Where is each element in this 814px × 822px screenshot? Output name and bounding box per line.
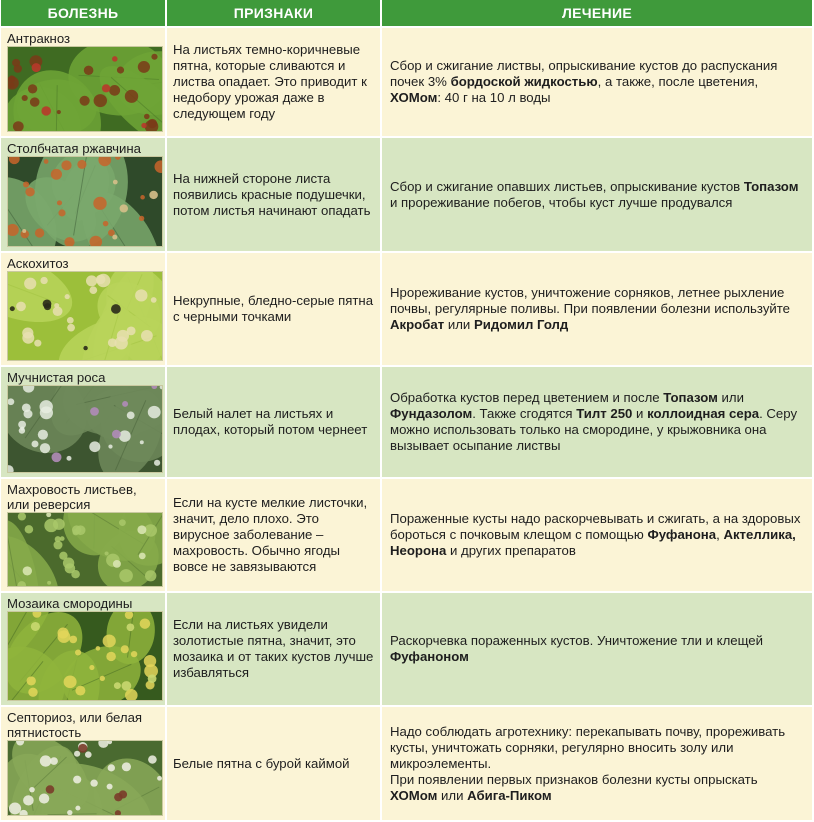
disease-cell: [1, 138, 165, 251]
signs-text: Белый налет на листьях и плодах, который потом чернеет: [173, 406, 368, 437]
signs-cell: [167, 138, 380, 251]
treatment-drug-name: Ридомил Голд: [473, 317, 569, 332]
treatment-paragraph: [390, 58, 806, 106]
treatment-drug-name: Абига-Пиком: [467, 787, 552, 803]
treatment-text: Сбор и сжигание листвы, опрыскивание кустов до распускания почек 3%: [390, 58, 778, 89]
treatment-text: . Серу можно использовать только на смородине, у крыжовника она вызывает осыпание листвы: [390, 406, 798, 453]
treatment-cell: [382, 367, 812, 477]
treatment-drug-name: Топазом: [743, 178, 799, 194]
treatment-drug-name: Фуфанона: [647, 527, 717, 542]
treatment-cell: [382, 28, 812, 136]
treatment-text: . Также сгодятся: [472, 406, 577, 421]
signs-cell: [167, 28, 380, 136]
disease-name: Мучнистая роса: [7, 370, 106, 385]
treatment-paragraph: [390, 511, 806, 559]
treatment-drug-name: коллоидная сера: [647, 406, 760, 421]
disease-cell: [1, 28, 165, 136]
currant-mosaic-leaf-photo: [7, 611, 163, 701]
septoria-leaf-photo: [7, 740, 163, 816]
treatment-text: и: [632, 406, 648, 421]
treatment-drug-name: Топазом: [663, 390, 718, 405]
disease-cell: [1, 707, 165, 820]
treatment-cell: [382, 253, 812, 365]
treatment-text: Раскорчевка пораженных кустов. Уничтожение тли и клещей: [390, 633, 764, 648]
disease-name: Аскохитоз: [7, 256, 69, 271]
signs-cell: [167, 253, 380, 365]
table-row: [1, 707, 812, 820]
treatment-text: или: [717, 390, 744, 405]
disease-name: Махровость листьев, или реверсия: [7, 482, 137, 512]
treatment-drug-name: Актеллика, Неорона: [390, 527, 796, 558]
signs-cell: [167, 479, 380, 591]
treatment-paragraph: [390, 179, 806, 211]
signs-text: Белые пятна с бурой каймой: [173, 755, 350, 771]
treatment-paragraph: [390, 633, 806, 665]
treatment-text: или: [444, 317, 474, 332]
disease-cell: [1, 367, 165, 477]
treatment-text: и прореживание побегов, чтобы куст лучше продувался: [390, 194, 733, 210]
treatment-drug-name: Фундазолом: [390, 406, 473, 421]
treatment-cell: [382, 707, 812, 820]
treatment-paragraph: [390, 285, 806, 333]
treatment-text: Надо соблюдать агротехнику: перекапывать почву, прореживать кусты, уничтожать сорняки, регулярно вносить золу или микроэлементы.: [390, 723, 786, 771]
treatment-text: или: [437, 787, 468, 803]
treatment-text: и других препаратов: [446, 543, 576, 558]
disease-name: Антракноз: [7, 31, 71, 46]
treatment-text: При появлении первых признаков болезни кусты опрыскать: [390, 771, 758, 787]
table-row: [1, 253, 812, 365]
signs-cell: [167, 593, 380, 705]
treatment-drug-name: ХОМом: [390, 90, 438, 105]
header-signs: ПРИЗНАКИ: [167, 0, 380, 26]
signs-text: Если на листьях увидели золотистые пятна, значит, это мозаика и от таких кустов лучше избавляться: [173, 617, 374, 680]
table-row: [1, 479, 812, 591]
treatment-drug-name: ХОМом: [390, 787, 438, 803]
ascochyta-leaf-photo: [7, 271, 163, 361]
signs-text: Некрупные, бледно-серые пятна с черными точками: [173, 293, 374, 324]
treatment-drug-name: Фуфаноном: [390, 649, 469, 664]
disease-table: [1, 0, 812, 820]
treatment-text: ,: [716, 527, 724, 542]
treatment-text: Нрореживание кустов, уничтожение сорняков, летнее рыхление почвы, регулярные поливы. При появлении болезни используйте: [390, 285, 791, 316]
signs-text: На листьях темно-коричневые пятна, которые сливаются и листва опадает. Это приводит к недобору урожая даже в следующем году: [173, 42, 367, 121]
signs-cell: [167, 707, 380, 820]
disease-cell: [1, 593, 165, 705]
disease-cell: [1, 253, 165, 365]
treatment-text: Пораженные кусты надо раскорчевывать и сжигать, а на здоровых бороться с почковым клещом с помощью: [390, 511, 801, 542]
treatment-text: , а также, после цветения,: [597, 74, 759, 89]
disease-name: Мозаика смородины: [7, 596, 133, 611]
disease-name: Септориоз, или белая пятнистость: [7, 710, 143, 740]
reversion-leaf-photo: [7, 512, 163, 587]
treatment-cell: [382, 593, 812, 705]
signs-text: Если на кусте мелкие листочки, значит, дело плохо. Это вирусное заболевание – махровость. Обычно ягоды вовсе не завязываются: [173, 495, 368, 574]
treatment-cell: [382, 138, 812, 251]
treatment-text: : 40 г на 10 л воды: [437, 90, 551, 105]
treatment-drug-name: бордоской жидкостью: [450, 74, 598, 89]
table-row: [1, 138, 812, 251]
anthracnose-leaf-photo: [7, 46, 163, 132]
table-row: [1, 367, 812, 477]
signs-cell: [167, 367, 380, 477]
treatment-paragraph: [390, 390, 806, 454]
header-disease: БОЛЕЗНЬ: [1, 0, 165, 26]
header-treatment: ЛЕЧЕНИЕ: [382, 0, 812, 26]
signs-text: На нижней стороне листа появились красные подушечки, потом листья начинают опадать: [173, 170, 371, 218]
treatment-text: Обработка кустов перед цветением и после: [390, 390, 664, 405]
treatment-drug-name: Тилт 250: [576, 406, 633, 421]
treatment-cell: [382, 479, 812, 591]
columnar-rust-leaf-photo: [7, 156, 163, 247]
treatment-paragraph: [390, 724, 806, 804]
powdery-mildew-leaf-photo: [7, 385, 163, 473]
disease-cell: [1, 479, 165, 591]
treatment-text: Сбор и сжигание опавших листьев, опрыскивание кустов: [390, 178, 744, 194]
disease-name: Столбчатая ржавчина: [7, 141, 141, 156]
table-row: [1, 28, 812, 136]
treatment-drug-name: Акробат: [390, 317, 445, 332]
table-row: [1, 593, 812, 705]
